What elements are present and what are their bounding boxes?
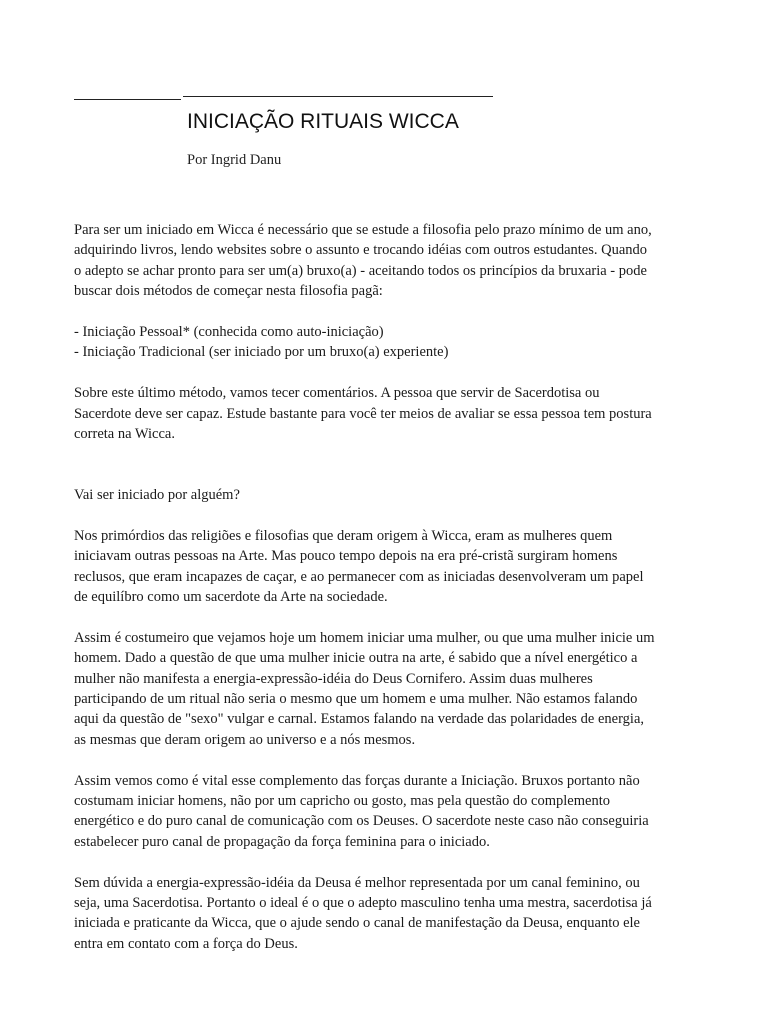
- text-line: de equilíbro como um sacerdote da Arte na sociedade.: [74, 589, 388, 606]
- paragraph: [74, 383, 698, 444]
- text-line: estabelecer puro canal de propagação da força feminina para o iniciado.: [74, 833, 490, 850]
- paragraph: [74, 771, 698, 853]
- header-rule-left: [74, 99, 181, 100]
- text-line: energético e do puro canal de comunicação com os Deuses. O sacerdote neste caso não conseguiria: [74, 813, 649, 830]
- text-line: - Iniciação Tradicional (ser iniciado por um bruxo(a) experiente): [74, 344, 449, 361]
- text-line: - Iniciação Pessoal* (conhecida como auto-iniciação): [74, 323, 384, 340]
- text-line: adquirindo livros, lendo websites sobre o assunto e trocando idéias com outros estudantes. Quando: [74, 242, 648, 259]
- text-line: aqui da questão de "sexo" vulgar e carnal. Estamos falando na verdade das polaridades de energia,: [74, 711, 645, 728]
- paragraph: [74, 873, 698, 955]
- paragraph-spacer: [74, 302, 698, 322]
- text-line: Nos primórdios das religiões e filosofias que deram origem à Wicca, eram as mulheres quem: [74, 527, 613, 544]
- paragraph: [74, 220, 698, 302]
- paragraph: [74, 526, 698, 608]
- text-line: homem. Dado a questão de que uma mulher inicie outra na arte, é sabido que a nível energético a: [74, 650, 638, 667]
- text-line: buscar dois métodos de começar nesta filosofia pagã:: [74, 283, 383, 300]
- text-line: iniciada e praticante da Wicca, que o ajude sendo o canal de manifestação da Deusa, enquanto ele: [74, 915, 640, 932]
- text-line: Sem dúvida a energia-expressão-idéia da Deusa é melhor representada por um canal feminino, ou: [74, 874, 640, 891]
- text-line: seja, uma Sacerdotisa. Portanto o ideal é o que o adepto masculino tenha uma mestra, sacerdotisa já: [74, 894, 652, 911]
- paragraph-spacer: [74, 363, 698, 383]
- header-rule-right: [183, 96, 493, 97]
- text-line: Vai ser iniciado por alguém?: [74, 487, 240, 504]
- paragraph-spacer: [74, 444, 698, 485]
- text-line: entra em contato com a força do Deus.: [74, 935, 298, 952]
- text-line: correta na Wicca.: [74, 425, 175, 442]
- paragraph-spacer: [74, 852, 698, 872]
- text-line: Sobre este último método, vamos tecer comentários. A pessoa que servir de Sacerdotisa ou: [74, 385, 600, 402]
- text-line: mulher não manifesta a energia-expressão-idéia do Deus Cornifero. Assim duas mulheres: [74, 670, 593, 687]
- author-byline: Por Ingrid Danu: [187, 152, 282, 168]
- text-line: as mesmas que deram origem ao universo e a nós mesmos.: [74, 731, 416, 748]
- paragraph-spacer: [74, 750, 698, 770]
- text-line: participando de um ritual não seria o mesmo que um homem e uma mulher. Não estamos falando: [74, 691, 638, 707]
- paragraph-spacer: [74, 607, 698, 627]
- text-line: costumam iniciar homens, não por um capricho ou gosto, mas pela questão do complemento: [74, 792, 610, 809]
- document-title: INICIAÇÃO RITUAIS WICCA: [187, 110, 459, 133]
- text-line: reclusos, que eram incapazes de caçar, e ao permanecer com as iniciadas desenvolveram um papel: [74, 568, 644, 585]
- text-line: o adepto se achar pronto para ser um(a) bruxo(a) - aceitando todos os princípios da bruxaria - pode: [74, 262, 647, 279]
- text-line: Assim vemos como é vital esse complemento das forças durante a Iniciação. Bruxos portanto não: [74, 772, 640, 789]
- text-line: Sacerdote deve ser capaz. Estude bastante para você ter meios de avaliar se essa pessoa tem postura: [74, 405, 652, 422]
- paragraph: [74, 322, 698, 363]
- paragraph-spacer: [74, 505, 698, 525]
- text-line: Para ser um iniciado em Wicca é necessário que se estude a filosofia pelo prazo mínimo de um ano,: [74, 222, 652, 238]
- text-line: iniciavam outras pessoas na Arte. Mas pouco tempo depois na era pré-cristã surgiram homens: [74, 548, 618, 565]
- document-body: [74, 220, 698, 954]
- section-question: [74, 485, 698, 505]
- paragraph: [74, 628, 698, 750]
- text-line: Assim é costumeiro que vejamos hoje um homem iniciar uma mulher, ou que uma mulher inicie um: [74, 629, 655, 646]
